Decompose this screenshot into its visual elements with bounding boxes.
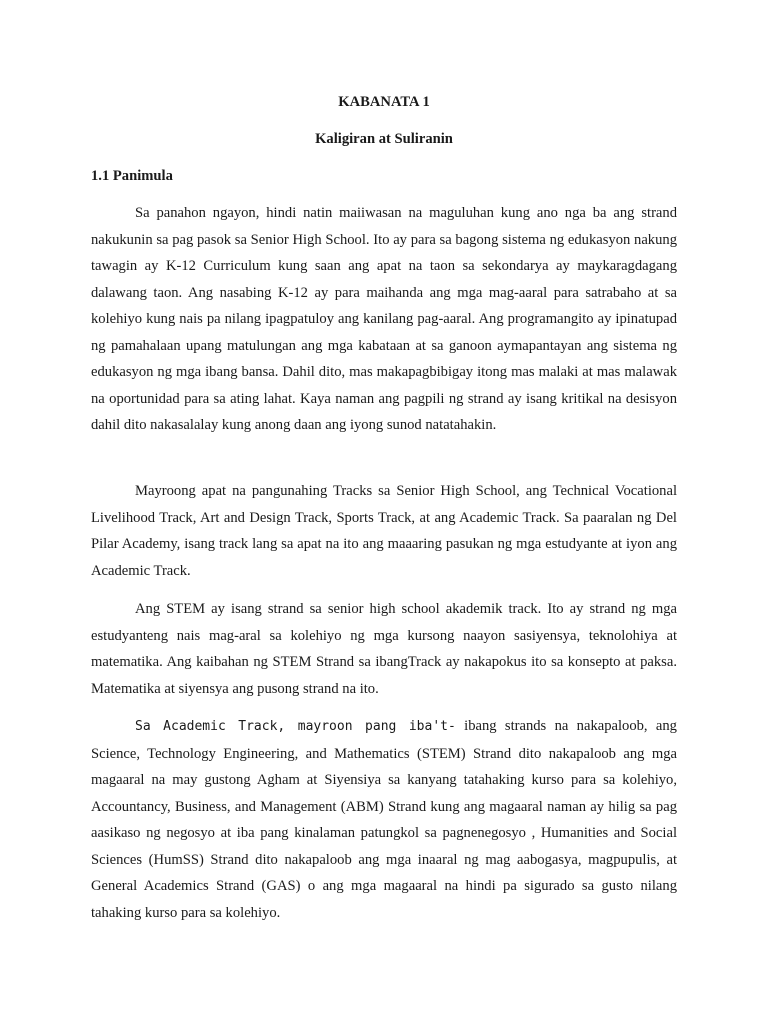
chapter-title: Kaligiran at Suliranin (315, 131, 453, 147)
paragraph-4-lead: Sa Academic Track, mayroon pang iba't- (135, 719, 456, 734)
chapter-heading: KABANATA 1 (338, 94, 430, 110)
section-heading: 1.1 Panimula (91, 168, 173, 184)
paragraph-3: Ang STEM ay isang strand sa senior high school akademik track. Ito ay strand ng mga estudyanteng nais mag-aral sa kolehiyo ng mga kursong naayon sasiyensya, teknolohiya at matematika. Ang kaibahan ng STEM Strand sa ibangTrack ay nakapokus ito sa konsepto at paksa. Matematika at siyensya ang pusong strand na ito. (91, 601, 677, 697)
paragraph-4 (91, 713, 677, 926)
paragraph-1: Sa panahon ngayon, hindi natin maiiwasan na maguluhan kung ano nga ba ang strand nakukunin sa pag pasok sa Senior High School. Ito ay para sa bagong sistema ng edukasyon nakung tawagin ay K-12 Curriculum kung saan ang apat na taon sa sekondarya ay maykaragdagang dalawang taon. Ang nasabing K-12 ay para maihanda ang mga mag-aaral para satrabaho at sa kolehiyo kung nais pa nilang ipagpatuloy ang kanilang pag-aaral. Ang programangito ay ipinatupad ng pamahalaan upang matulungan ang mga kabataan at sa ganoon aymapantayan ang sistema ng edukasyon ng mga ibang bansa. Dahil dito, mas makapagbibigay itong mas malaki at mas malawak na oportunidad para sa ating lahat. Kaya naman ang pagpili ng strand ay isang kritikal na desisyon dahil dito nakasalalay kung anong daan ang iyong sunod natatahakin. (91, 205, 677, 433)
paragraph-4-body: ibang strands na nakapaloob, ang Science, Technology Engineering, and Mathematics (STEM) Strand dito nakapaloob ang mga magaaral na may gustong Agham at Siyensiya sa kanyang tatahaking kurso para sa kolehiyo, Accountancy, Business, and Management (ABM) Strand kung ang magaaral naman ay hilig sa pag aasikaso ng negosyo at iba pang kinalaman patungkol sa pagnenegosyo , Humanities and Social Sciences (HumSS) Strand dito nakapaloob ang mga inaaral ng mag aabogasya, magpupulis, at General Academics Strand (GAS) o ang mga magaaral na hindi pa sigurado sa gusto nilang tahaking kurso para sa kolehiyo. (91, 718, 677, 921)
paragraph-2: Mayroong apat na pangunahing Tracks sa Senior High School, ang Technical Vocational Livelihood Track, Art and Design Track, Sports Track, at ang Academic Track. Sa paaralan ng Del Pilar Academy, isang track lang sa apat na ito ang maaaring pasukan ng mga estudyante at iyon ang Academic Track. (91, 483, 677, 579)
